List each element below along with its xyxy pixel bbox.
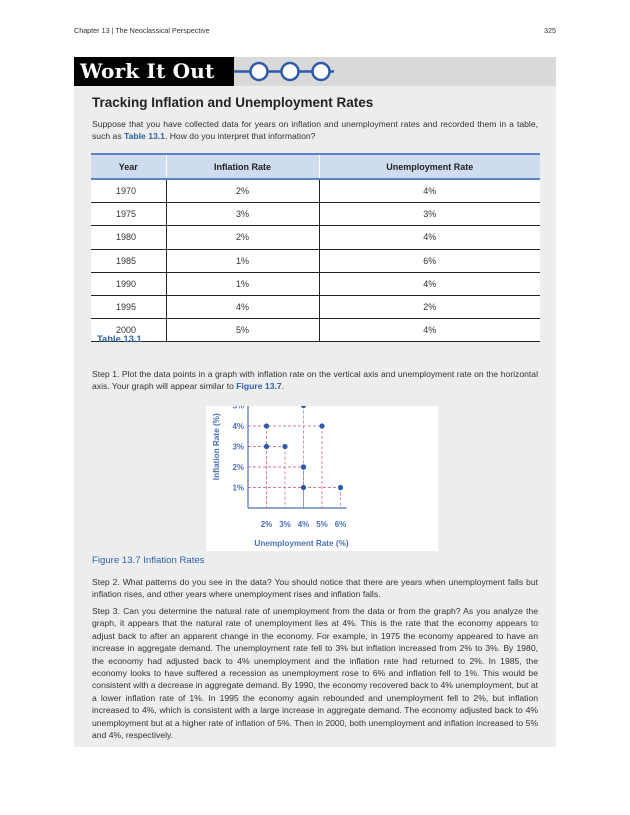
data-point (301, 464, 306, 469)
table-link[interactable]: Table 13.1 (124, 131, 165, 142)
y-tick-label: 4% (232, 422, 244, 431)
data-table (91, 153, 540, 342)
cell-year: 1990 (91, 272, 166, 295)
y-tick-label: 2% (232, 463, 244, 472)
header-inflation: Inflation Rate (166, 154, 319, 179)
intro-text-after: . How do you interpret that information? (164, 131, 316, 142)
cell-year: 1970 (91, 179, 166, 203)
cell-inflation: 4% (166, 295, 319, 318)
data-point (338, 485, 343, 490)
step1-text-after: . (281, 381, 285, 392)
cell-unemployment: 4% (319, 226, 540, 249)
x-axis-title: Unemployment Rate (%) (254, 539, 349, 548)
x-tick-label: 5% (316, 520, 328, 529)
step2-paragraph: Step 2. What patterns do you see in the data? You should notice that there are years when unemployment falls but inflation rises, and other years where unemployment rises and inflation falls. (92, 577, 538, 600)
table-caption: Table 13.1 (97, 333, 142, 344)
cell-unemployment: 2% (319, 295, 540, 318)
cell-year: 1975 (91, 203, 166, 226)
table-row (91, 249, 540, 272)
cell-year: 1995 (91, 295, 166, 318)
data-point (301, 485, 306, 490)
header-unemployment: Unemployment Rate (319, 154, 540, 179)
page-number: 325 (544, 26, 556, 35)
x-tick-label: 2% (260, 520, 273, 529)
cell-year: 2000 (91, 319, 166, 342)
data-point (282, 444, 287, 449)
table-row (91, 179, 540, 203)
figure-13-7 (206, 406, 438, 551)
cell-inflation: 1% (166, 249, 319, 272)
table-row (91, 272, 540, 295)
table-row (91, 319, 540, 342)
cell-unemployment: 3% (319, 203, 540, 226)
data-point (301, 406, 306, 408)
data-point (264, 444, 269, 449)
step3-paragraph: Step 3. Can you determine the natural rate of unemployment from the data or from the graph? As you analyze the graph, it appears that the natural rate of unemployment lies at 4%. This is the rate that the economy appears to adjust back to after an apparent change in the economy. For example, in 1975 the economy appeared to have an increase in aggregate demand. The unemployment rate fell to 3% but inflation increased from 2% to 3%. By 1980, the economy had adjusted back to 4% unemployment and the inflation rate had returned to 2%. In 1985, the economy looks to have suffered a recession as unemployment rose to 6% and inflation fell to 1%. This would be consistent with a decrease in aggregate demand. By 1990, the economy recovered back to 4% unemployment, but at a lower inflation rate of 1%. In 1995 the economy again rebounded and unemployment fell to 2%, but inflation increased to 4%, which is consistent with a large increase in aggregate demand. The economy adjusted back to 4% unemployment but at a higher rate of inflation of 5%. Then in 2000, both unemployment and inflation increased to 5% and 4%, respectively. (92, 606, 538, 741)
chapter-title: Chapter 13 | The Neoclassical Perspective (74, 26, 210, 35)
cell-unemployment: 4% (319, 179, 540, 203)
y-tick-label: 1% (232, 483, 244, 493)
table-row (91, 226, 540, 249)
figure-link[interactable]: Figure 13.7 (236, 381, 282, 392)
cell-inflation: 5% (166, 319, 319, 342)
y-tick-label: 3% (232, 442, 244, 452)
table-row (91, 203, 540, 226)
step1-paragraph (92, 368, 538, 393)
work-it-out-box (74, 57, 556, 747)
data-point (264, 423, 269, 428)
x-tick-label: 4% (297, 520, 310, 529)
feature-label: Work It Out (74, 57, 234, 86)
cell-unemployment: 4% (319, 272, 540, 295)
y-tick-label: 5% (232, 406, 244, 411)
intro-text-before: Suppose that you have collected data for years on inflation and unemployment rates and recorded them in a table, such as (92, 119, 538, 142)
step1-text-before: Step 1. Plot the data points in a graph with inflation rate on the vertical axis and unemployment rate on the horizontal axis. Your graph will appear similar to (92, 369, 538, 392)
circle-chain-icon (234, 57, 344, 86)
cell-inflation: 1% (166, 272, 319, 295)
x-tick-label: 6% (334, 520, 347, 529)
cell-year: 1985 (91, 249, 166, 272)
intro-paragraph (92, 118, 538, 143)
cell-inflation: 3% (166, 203, 319, 226)
scatter-chart (206, 406, 438, 551)
table-header-row (91, 154, 540, 179)
cell-inflation: 2% (166, 226, 319, 249)
y-axis-title: Inflation Rate (%) (212, 413, 221, 481)
cell-unemployment: 4% (319, 319, 540, 342)
cell-year: 1980 (91, 226, 166, 249)
cell-inflation: 2% (166, 179, 319, 203)
header-year: Year (91, 154, 166, 179)
box-title: Tracking Inflation and Unemployment Rates (92, 95, 374, 110)
figure-caption: Figure 13.7 Inflation Rates (92, 555, 205, 566)
data-point (319, 423, 324, 428)
x-tick-label: 3% (279, 520, 291, 529)
running-head (74, 26, 556, 38)
feature-bar (74, 57, 556, 86)
table-row (91, 295, 540, 318)
cell-unemployment: 6% (319, 249, 540, 272)
